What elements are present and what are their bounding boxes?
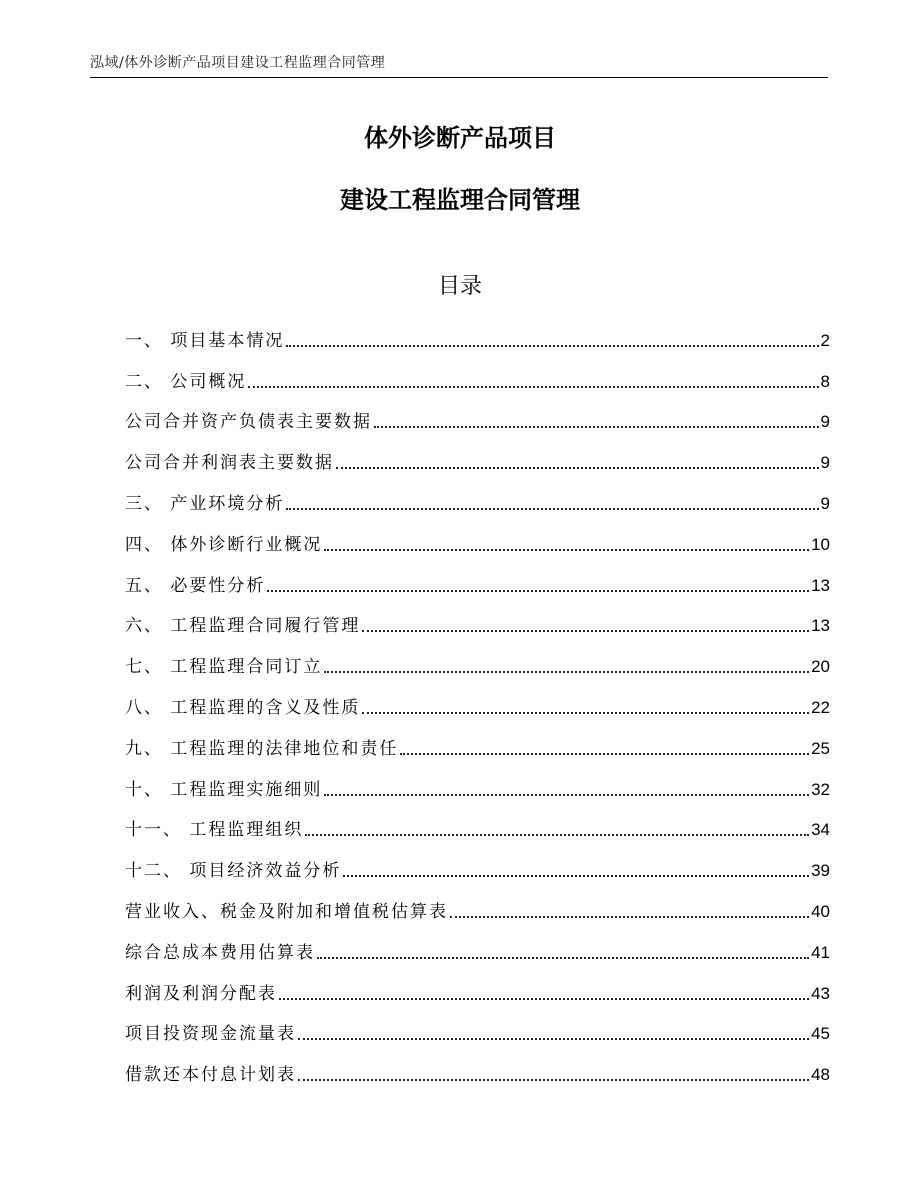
toc-entry-page: 20 [811, 657, 830, 677]
toc-entry-page: 48 [811, 1065, 830, 1085]
document-title-line2: 建设工程监理合同管理 [340, 186, 580, 214]
toc-dot-leader [286, 345, 818, 347]
toc-entry-title: 五、 必要性分析 [125, 575, 266, 596]
toc-entry-title: 七、 工程监理合同订立 [125, 657, 323, 678]
toc-entry-page: 39 [811, 861, 830, 881]
toc-entry-title: 十二、 项目经济效益分析 [125, 861, 342, 882]
toc-entry-title: 六、 工程监理合同履行管理 [125, 616, 361, 637]
toc-entry-title: 四、 体外诊断行业概况 [125, 534, 323, 555]
toc-entry[interactable] [125, 604, 830, 645]
toc-dot-leader [343, 875, 809, 877]
toc-entry-title: 一、 项目基本情况 [125, 330, 285, 351]
toc-entry[interactable] [125, 889, 830, 930]
toc-entry-page: 32 [811, 779, 830, 799]
toc-entry-title: 二、 公司概况 [125, 371, 247, 392]
toc-entry[interactable] [125, 481, 830, 522]
toc-entry-title: 九、 工程监理的法律地位和责任 [125, 738, 399, 759]
toc-entry[interactable] [125, 522, 830, 563]
toc-entry-title: 利润及利润分配表 [125, 983, 277, 1004]
toc-entry-page: 41 [811, 942, 830, 962]
toc-entry-page: 9 [820, 453, 830, 473]
toc-entry[interactable] [125, 359, 830, 400]
toc-dot-leader [317, 957, 809, 959]
toc-entry[interactable] [125, 971, 830, 1012]
toc-entry-page: 9 [820, 412, 830, 432]
toc-dot-leader [286, 508, 818, 510]
toc-entry-page: 10 [811, 534, 830, 554]
toc-entry[interactable] [125, 440, 830, 481]
toc-entry-page: 13 [811, 575, 830, 595]
toc-entry[interactable] [125, 930, 830, 971]
table-of-contents [125, 318, 830, 1093]
toc-entry-page: 45 [811, 1024, 830, 1044]
toc-dot-leader [362, 712, 809, 714]
toc-entry[interactable] [125, 1052, 830, 1093]
toc-entry-page: 43 [811, 983, 830, 1003]
toc-dot-leader [324, 549, 809, 551]
toc-dot-leader [336, 467, 819, 469]
running-header: 泓域/体外诊断产品项目建设工程监理合同管理 [90, 50, 828, 78]
toc-entry[interactable] [125, 644, 830, 685]
toc-entry-title: 十、 工程监理实施细则 [125, 779, 323, 800]
toc-dot-leader [279, 998, 809, 1000]
toc-entry[interactable] [125, 767, 830, 808]
toc-dot-leader [324, 794, 809, 796]
toc-dot-leader [450, 916, 809, 918]
toc-dot-leader [248, 386, 818, 388]
toc-entry-page: 13 [811, 616, 830, 636]
toc-entry-page: 34 [811, 820, 830, 840]
toc-entry[interactable] [125, 318, 830, 359]
toc-entry-title: 营业收入、税金及附加和增值税估算表 [125, 901, 448, 922]
toc-entry[interactable] [125, 685, 830, 726]
toc-entry[interactable] [125, 808, 830, 849]
document-title-line1: 体外诊断产品项目 [364, 124, 556, 152]
toc-entry[interactable] [125, 400, 830, 441]
toc-dot-leader [298, 1038, 809, 1040]
toc-entry-title: 借款还本付息计划表 [125, 1065, 296, 1086]
toc-entry[interactable] [125, 563, 830, 604]
toc-entry-page: 22 [811, 697, 830, 717]
toc-entry-page: 25 [811, 738, 830, 758]
toc-entry-title: 三、 产业环境分析 [125, 493, 285, 514]
toc-entry-page: 2 [820, 330, 830, 350]
toc-entry-page: 9 [820, 493, 830, 513]
toc-entry-title: 八、 工程监理的含义及性质 [125, 697, 361, 718]
toc-dot-leader [305, 834, 809, 836]
toc-entry-title: 公司合并利润表主要数据 [125, 453, 334, 474]
toc-dot-leader [324, 671, 809, 673]
toc-entry-title: 公司合并资产负债表主要数据 [125, 412, 372, 433]
toc-entry-title: 项目投资现金流量表 [125, 1024, 296, 1045]
toc-dot-leader [267, 590, 809, 592]
toc-dot-leader [298, 1079, 809, 1081]
toc-heading: 目录 [437, 274, 482, 299]
toc-dot-leader [362, 630, 809, 632]
toc-dot-leader [400, 753, 809, 755]
toc-entry[interactable] [125, 1012, 830, 1053]
toc-entry-page: 40 [811, 901, 830, 921]
toc-entry[interactable] [125, 726, 830, 767]
toc-entry[interactable] [125, 848, 830, 889]
toc-dot-leader [374, 426, 819, 428]
toc-entry-title: 综合总成本费用估算表 [125, 942, 315, 963]
toc-entry-page: 8 [820, 371, 830, 391]
toc-entry-title: 十一、 工程监理组织 [125, 820, 304, 841]
